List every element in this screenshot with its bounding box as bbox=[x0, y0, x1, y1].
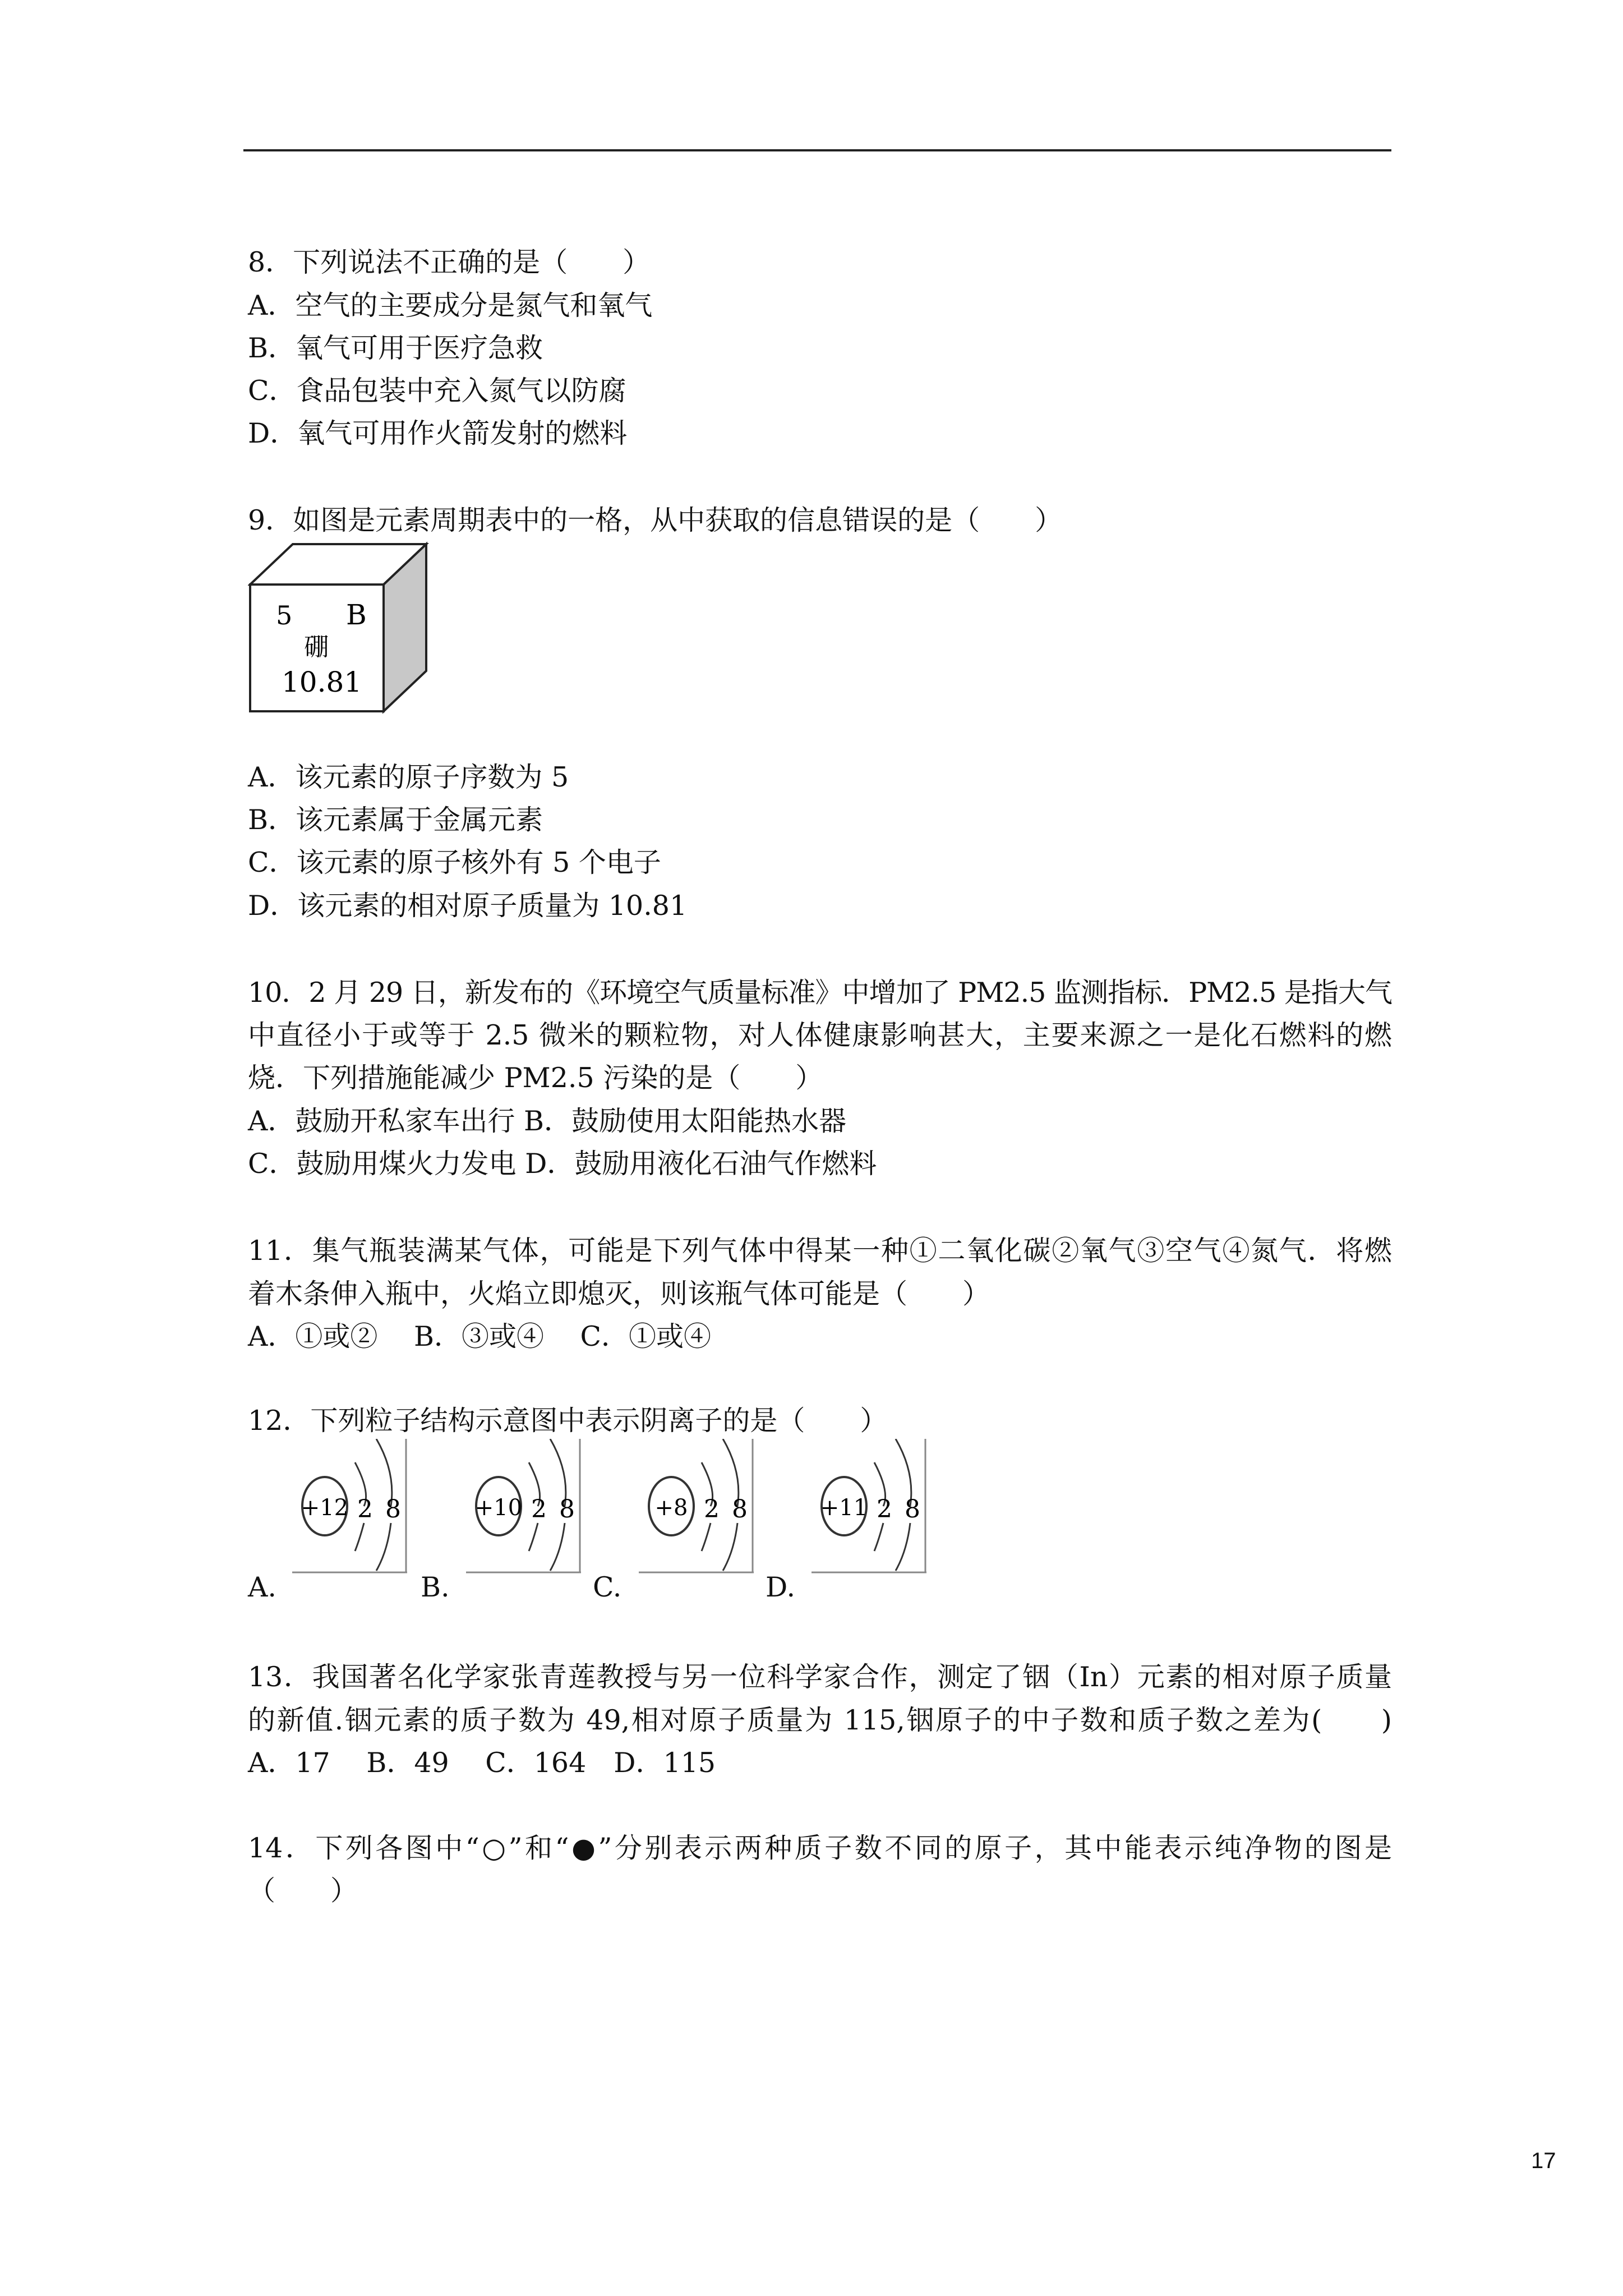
element-symbol: B bbox=[346, 599, 367, 631]
q12-stem: 12．下列粒子结构示意图中表示阴离子的是（ ） bbox=[248, 1405, 888, 1437]
q10-stem-line1: 10．2 月 29 日，新发布的《环境空气质量标准》中增加了 PM2.5 监测指标．PM2.5 是指大气 bbox=[248, 977, 1392, 1009]
shell-1-electrons: 2 bbox=[877, 1495, 892, 1524]
q13-options: A．17 B．49 C．164 D．115 bbox=[248, 1747, 716, 1779]
q13-stem-line1: 13．我国著名化学家张青莲教授与另一位科学家合作，测定了铟（In）元素的相对原子质量 bbox=[248, 1661, 1392, 1693]
shell-2-electrons: 8 bbox=[559, 1495, 575, 1524]
q9-option-c: C．该元素的原子核外有 5 个电子 bbox=[248, 846, 661, 878]
nucleus-charge: +12 bbox=[301, 1495, 349, 1521]
q13-stem-line2: 的新值.铟元素的质子数为 49,相对原子质量为 115,铟原子的中子数和质子数之差为( ) bbox=[248, 1704, 1392, 1736]
shell-1-electrons: 2 bbox=[704, 1495, 720, 1524]
atom-structure-diagram bbox=[639, 1439, 754, 1584]
q9-option-a: A．该元素的原子序数为 5 bbox=[248, 761, 569, 793]
q12-option-label: A. bbox=[248, 1571, 276, 1603]
atom-structure-diagram bbox=[811, 1439, 926, 1584]
q10-options-ab: A．鼓励开私家车出行 B．鼓励使用太阳能热水器 bbox=[248, 1105, 846, 1137]
q9-option-b: B．该元素属于金属元素 bbox=[248, 804, 543, 836]
element-number: 5 bbox=[276, 600, 293, 631]
q11-stem-line1: 11．集气瓶装满某气体，可能是下列气体中得某一种①二氧化碳②氧气③空气④氮气．将燃 bbox=[248, 1235, 1392, 1267]
element-cell-figure bbox=[248, 537, 433, 717]
q9-option-d: D．该元素的相对原子质量为 10.81 bbox=[248, 890, 688, 922]
q10-stem-line2: 中直径小于或等于 2.5 微米的颗粒物，对人体健康影响甚大，主要来源之一是化石燃料的燃 bbox=[248, 1019, 1392, 1051]
atom-structure-diagram bbox=[292, 1439, 407, 1584]
shell-1-electrons: 2 bbox=[531, 1495, 547, 1524]
q8-option-c: C．食品包装中充入氮气以防腐 bbox=[248, 375, 626, 407]
q12-option-label: B. bbox=[421, 1571, 450, 1603]
q8-stem: 8．下列说法不正确的是（ ） bbox=[248, 246, 651, 278]
q11-stem-line2: 着木条伸入瓶中，火焰立即熄灭，则该瓶气体可能是（ ） bbox=[248, 1278, 990, 1310]
q12-option-label: D. bbox=[766, 1571, 796, 1603]
q10-options-cd: C．鼓励用煤火力发电 D．鼓励用液化石油气作燃料 bbox=[248, 1148, 877, 1180]
header-rule bbox=[243, 149, 1391, 151]
element-name: 硼 bbox=[304, 633, 329, 661]
q9-stem: 9．如图是元素周期表中的一格，从中获取的信息错误的是（ ） bbox=[248, 504, 1063, 536]
nucleus-charge: +10 bbox=[474, 1495, 523, 1521]
element-mass: 10.81 bbox=[282, 666, 362, 698]
shell-2-electrons: 8 bbox=[385, 1495, 401, 1524]
page-number: 17 bbox=[1531, 2148, 1556, 2173]
nucleus-charge: +8 bbox=[654, 1495, 688, 1521]
shell-2-electrons: 8 bbox=[905, 1495, 920, 1524]
q14-stem-line2: （ ） bbox=[248, 1875, 358, 1907]
q14-stem-line1: 14．下列各图中“○”和“●”分别表示两种质子数不同的原子，其中能表示纯净物的图是 bbox=[248, 1832, 1392, 1864]
q8-option-a: A．空气的主要成分是氮气和氧气 bbox=[248, 289, 653, 321]
q8-option-d: D．氧气可用作火箭发射的燃料 bbox=[248, 417, 628, 449]
atom-structure-diagram bbox=[466, 1439, 581, 1584]
nucleus-charge: +11 bbox=[820, 1495, 868, 1521]
shell-1-electrons: 2 bbox=[357, 1495, 373, 1524]
q8-option-b: B．氧气可用于医疗急救 bbox=[248, 332, 543, 364]
shell-2-electrons: 8 bbox=[732, 1495, 748, 1524]
q10-stem-line3: 烧．下列措施能减少 PM2.5 污染的是（ ） bbox=[248, 1062, 823, 1094]
q11-options: A．①或② B．③或④ C．①或④ bbox=[248, 1320, 712, 1352]
q12-option-label: C. bbox=[593, 1571, 622, 1603]
